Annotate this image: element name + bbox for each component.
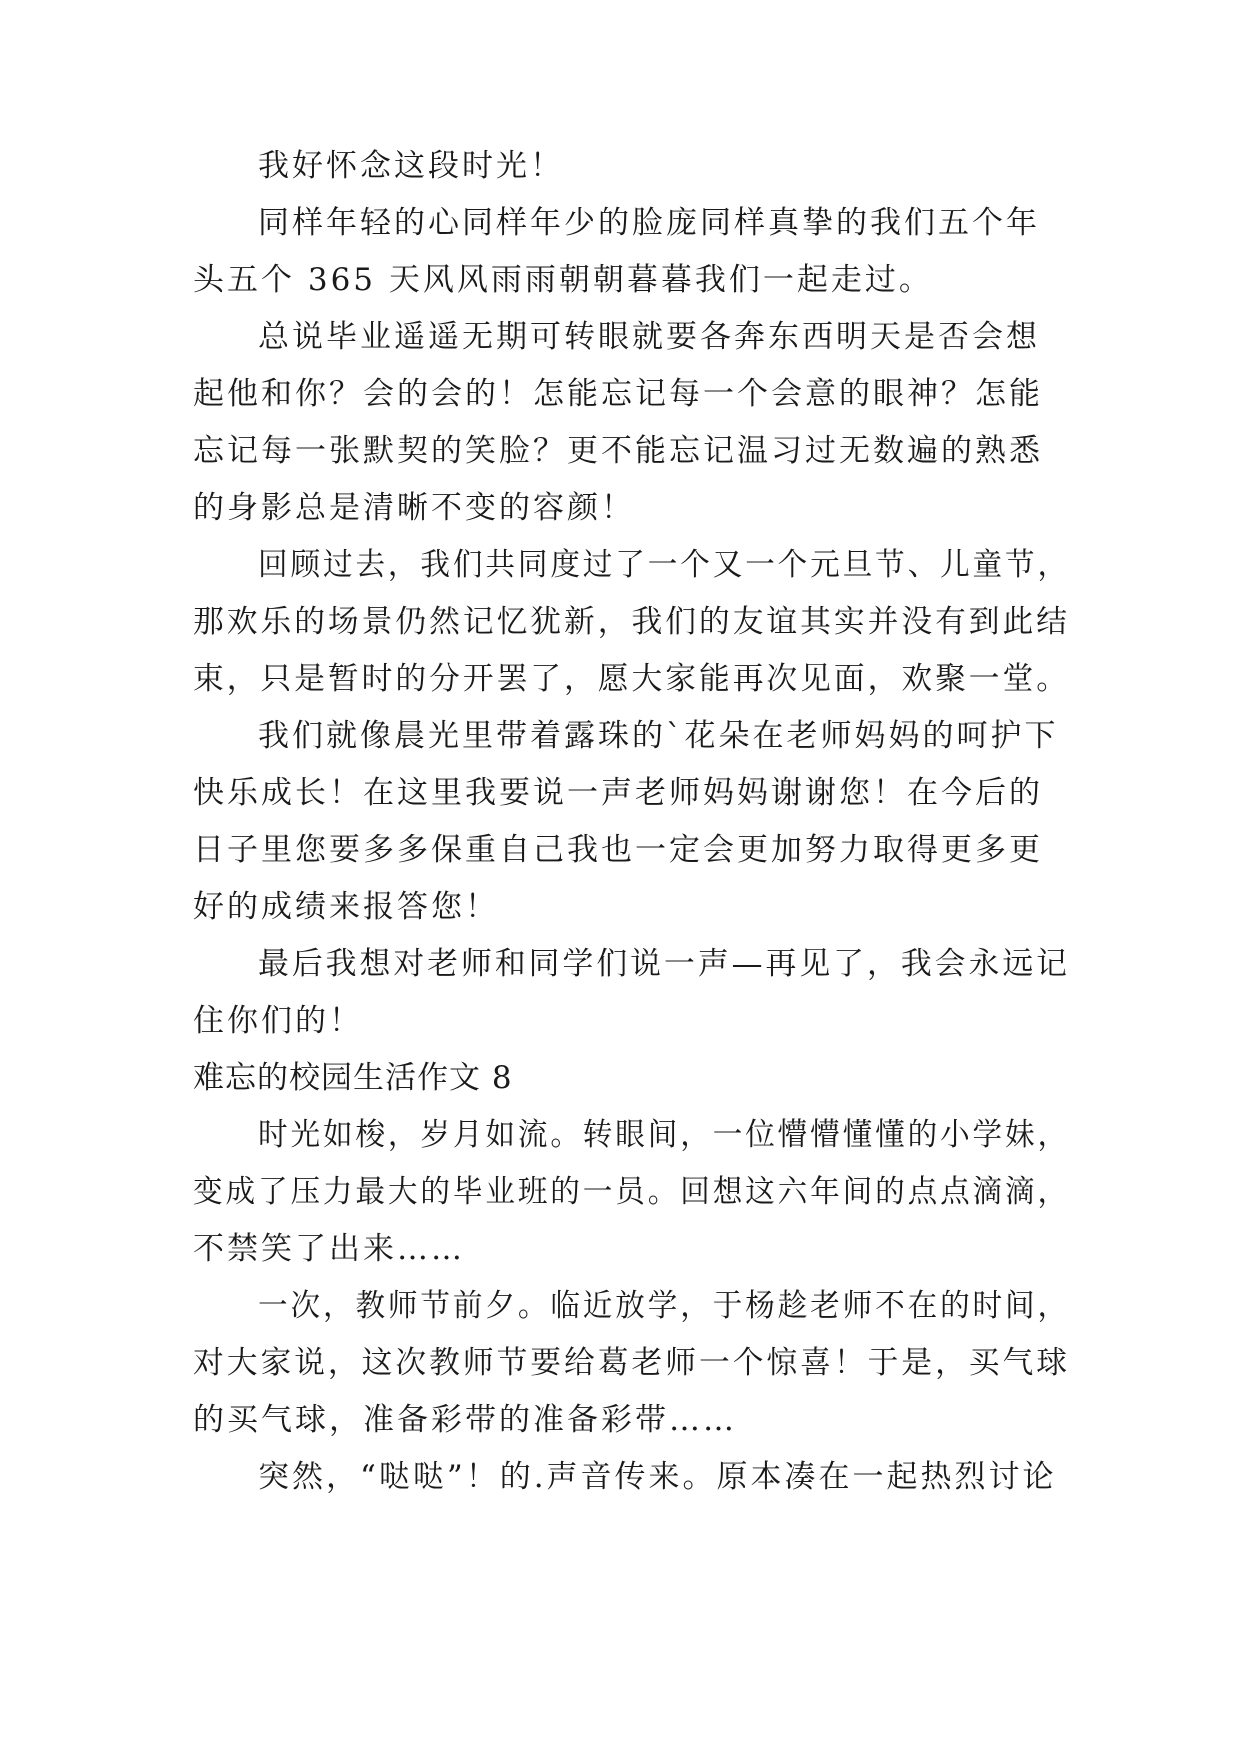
body-line: 对大家说，这次教师节要给葛老师一个惊喜！于是，买气球 <box>193 1345 1070 1381</box>
body-line: 回顾过去，我们共同度过了一个又一个元旦节、儿童节， <box>258 547 1070 583</box>
section-heading: 难忘的校园生活作文 8 <box>193 1060 513 1096</box>
body-line: 的身影总是清晰不变的容颜！ <box>193 490 635 526</box>
body-line: 起他和你？会的会的！怎能忘记每一个会意的眼神？怎能 <box>193 376 1043 412</box>
body-line: 好的成绩来报答您！ <box>193 889 499 925</box>
body-line: 我们就像晨光里带着露珠的`花朵在老师妈妈的呵护下 <box>258 718 1059 754</box>
body-line: 日子里您要多多保重自己我也一定会更加努力取得更多更 <box>193 832 1043 868</box>
body-line: 总说毕业遥遥无期可转眼就要各奔东西明天是否会想 <box>258 319 1040 355</box>
body-line: 最后我想对老师和同学们说一声—再见了，我会永远记 <box>258 946 1070 982</box>
body-line: 束，只是暂时的分开罢了，愿大家能再次见面，欢聚一堂。 <box>193 661 1070 697</box>
body-line: 的买气球，准备彩带的准备彩带…… <box>193 1402 737 1438</box>
body-line: 同样年轻的心同样年少的脸庞同样真挚的我们五个年 <box>258 205 1040 241</box>
body-line: 住你们的！ <box>193 1003 363 1039</box>
body-line: 头五个 365 天风风雨雨朝朝暮暮我们一起走过。 <box>193 262 933 298</box>
body-line: 快乐成长！在这里我要说一声老师妈妈谢谢您！在今后的 <box>193 775 1043 811</box>
body-line: 我好怀念这段时光！ <box>258 148 564 184</box>
body-line: 一次，教师节前夕。临近放学，于杨趁老师不在的时间， <box>258 1288 1070 1324</box>
body-line: 不禁笑了出来…… <box>193 1231 465 1267</box>
body-line: 变成了压力最大的毕业班的一员。回想这六年间的点点滴滴， <box>193 1174 1070 1210</box>
body-line: 忘记每一张默契的笑脸？更不能忘记温习过无数遍的熟悉 <box>193 433 1043 469</box>
body-line: 那欢乐的场景仍然记忆犹新，我们的友谊其实并没有到此结 <box>193 604 1070 640</box>
body-line: 突然，“哒哒”！的.声音传来。原本凑在一起热烈讨论 <box>258 1459 1057 1495</box>
body-line: 时光如梭，岁月如流。转眼间，一位懵懵懂懂的小学妹， <box>258 1117 1070 1153</box>
